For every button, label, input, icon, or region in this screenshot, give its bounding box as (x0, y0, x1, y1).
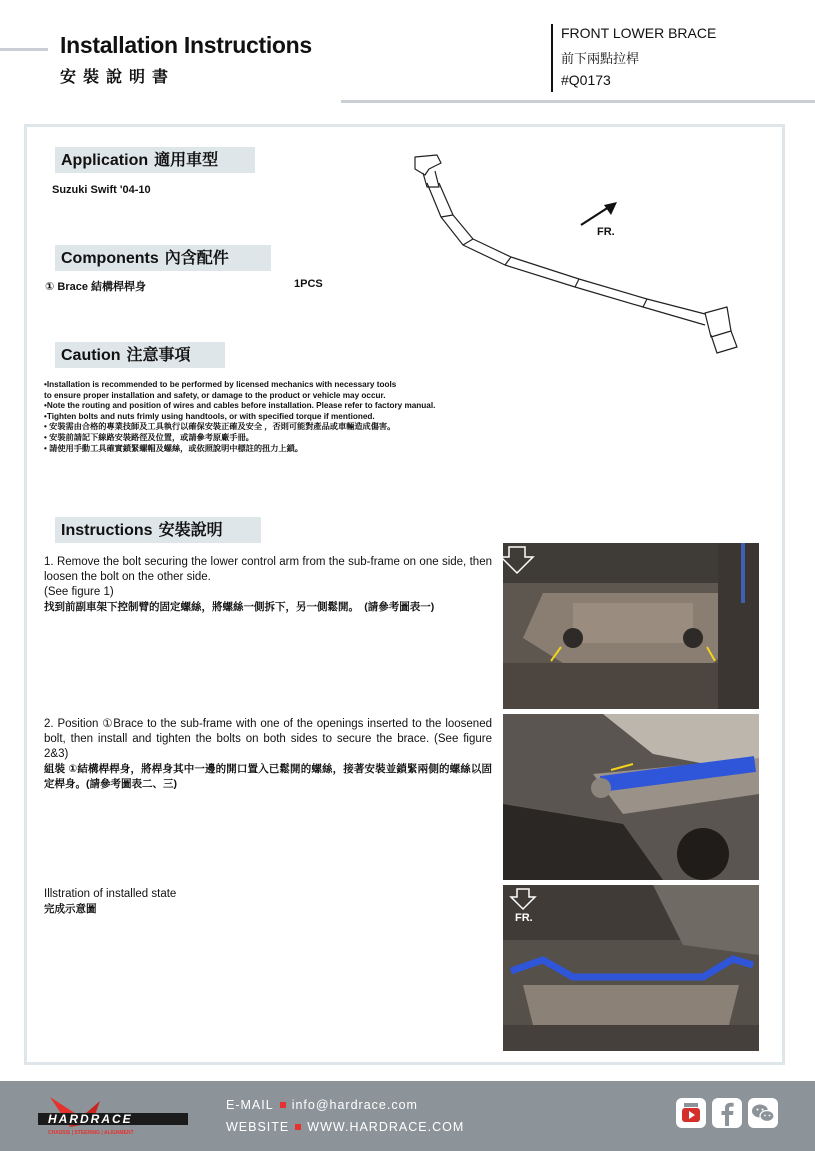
component-qty: 1PCS (294, 278, 323, 290)
caution-heading-zh: 注意事項 (126, 345, 191, 364)
footer-website (226, 1120, 464, 1134)
caution-heading-en: Caution (61, 347, 121, 364)
figure-1-photo (503, 543, 759, 709)
figure-3-drawing (503, 885, 759, 1051)
page-subtitle-zh: 安裝說明書 (60, 67, 176, 86)
instructions-heading (55, 517, 261, 543)
caution-line: to ensure proper installation and safety, or damage to the product or vehicle may occur. (44, 390, 386, 400)
step-2 (44, 717, 492, 792)
caution-heading (55, 342, 225, 368)
step-1-text-zh: 找到前副車架下控制臂的固定螺絲，將螺絲一側拆下，另一側鬆開。 (請參考圖表一) (44, 601, 435, 613)
figure-2-drawing (503, 714, 759, 880)
bullet-square-icon (280, 1102, 286, 1108)
website-label: WEBSITE (226, 1120, 290, 1134)
application-heading-en: Application (61, 152, 149, 169)
step-2-text-zh: 組裝 ①結構桿桿身，將桿身其中一邊的開口置入已鬆開的螺絲，接著安裝並鎖緊兩側的螺絲以固定桿身。(請參考圖表二、三) (44, 763, 492, 790)
figure-3-photo (503, 885, 759, 1051)
caution-list (44, 380, 514, 454)
step-1-ref: (See figure 1) (44, 586, 114, 598)
page-title: Installation Instructions (60, 32, 312, 58)
caution-line: •Tighten bolts and nuts frimly using handtools, or with specified torque if mentioned. (44, 411, 375, 421)
installed-caption (44, 887, 492, 917)
installed-caption-zh: 完成示意圖 (44, 903, 97, 915)
caution-line: • 請使用手動工具確實鎖緊螺帽及螺絲，或依照說明中標註的扭力上鎖。 (44, 443, 303, 453)
caution-line: • 安裝前請記下線路安裝路徑及位置，或請參考原廠手冊。 (44, 432, 254, 442)
figure-3-fr-label: FR. (515, 912, 533, 924)
caution-line: •Installation is recommended to be performed by licensed mechanics with necessary tools (44, 380, 397, 389)
footer-email (226, 1098, 418, 1112)
part-number: #Q0173 (561, 72, 611, 88)
youtube-icon[interactable] (676, 1098, 706, 1128)
logo-brand: HARDRACE (48, 1112, 133, 1126)
step-1-text: 1. Remove the bolt securing the lower control arm from the sub-frame on one side, then loosen the bolt on the other side. (44, 556, 492, 583)
header-rule-right (341, 100, 815, 103)
email-link[interactable]: info@hardrace.com (291, 1098, 418, 1112)
component-item: ① Brace 結構桿桿身 (45, 281, 147, 293)
direction-arrow-icon (581, 202, 617, 225)
website-link[interactable]: WWW.HARDRACE.COM (307, 1120, 465, 1134)
step-1 (44, 555, 492, 615)
brace-diagram (405, 147, 745, 362)
instructions-heading-en: Instructions (61, 522, 153, 539)
application-heading-zh: 適用車型 (154, 150, 219, 169)
direction-label: FR. (597, 226, 615, 238)
product-name-zh: 前下兩點拉桿 (561, 51, 640, 66)
caution-line: •Note the routing and position of wires and cables before installation. Please refer to factory manual. (44, 401, 436, 411)
figure-1-drawing (503, 543, 759, 709)
instructions-heading-zh: 安裝說明 (158, 520, 223, 539)
facebook-icon[interactable] (712, 1098, 742, 1128)
caution-line: • 安裝需由合格的專業技師及工具執行以確保安裝正確及安全 ，否則可能對產品或車輛造成傷害。 (44, 422, 396, 432)
figure-2-photo (503, 714, 759, 880)
header-rule-left (0, 48, 48, 51)
components-heading-en: Components (61, 250, 159, 267)
header-divider (551, 24, 553, 92)
logo-tagline: CHASSIS | STEERING | ALIGNMENT (48, 1130, 134, 1136)
components-heading-zh: 內含配件 (164, 248, 229, 267)
components-heading (55, 245, 271, 271)
vehicle-text: Suzuki Swift '04-10 (52, 184, 151, 196)
step-2-text: 2. Position ①Brace to the sub-frame with one of the openings inserted to the loosened bolt, then install and tighten the bolts on both sides to secure the brace. (See figure 2&3) (44, 718, 492, 760)
installed-caption-text: Illstration of installed state (44, 888, 177, 900)
email-label: E-MAIL (226, 1098, 274, 1112)
wechat-icon[interactable] (748, 1098, 778, 1128)
product-name: FRONT LOWER BRACE (561, 25, 717, 41)
application-heading (55, 147, 255, 173)
hardrace-logo (30, 1089, 190, 1139)
bullet-square-icon (295, 1124, 301, 1130)
